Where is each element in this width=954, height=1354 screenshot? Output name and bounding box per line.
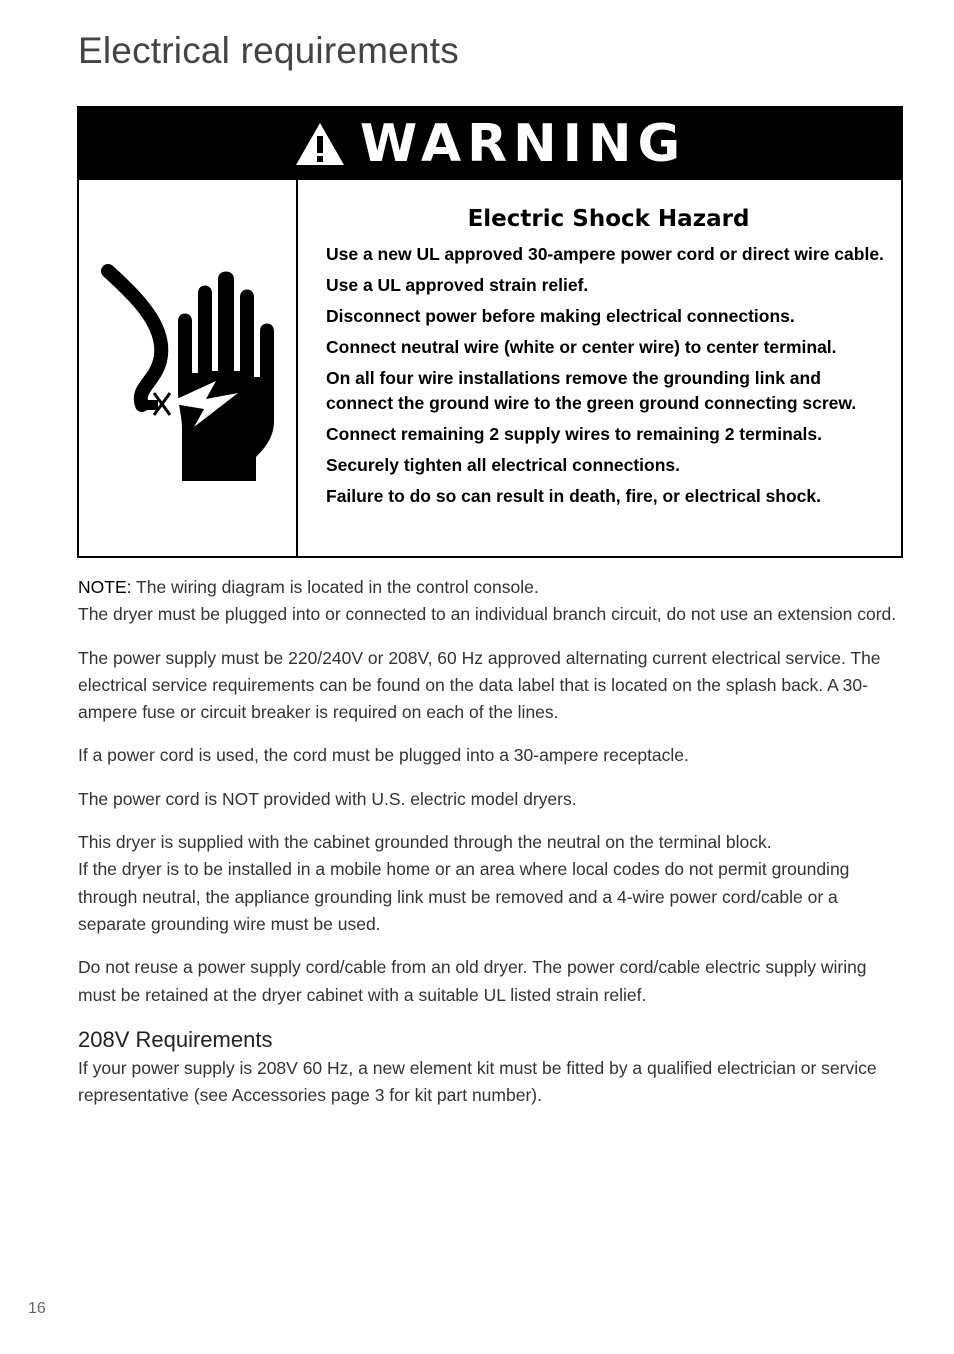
warning-signal-word: WARNING	[359, 114, 687, 174]
hazard-item: Disconnect power before making electrical connections.	[326, 306, 795, 326]
note-line-2: The dryer must be plugged into or connected to an individual branch circuit, do not use an extension cord.	[78, 604, 897, 625]
hazard-item: Connect remaining 2 supply wires to remaining 2 terminals.	[326, 424, 822, 444]
warning-box	[77, 106, 903, 558]
paragraph-208v: If your power supply is 208V 60 Hz, a new element kit must be fitted by a qualified electrician or service representative (see Accessories page 3 for kit part number).	[78, 1057, 877, 1106]
electric-shock-hand-icon	[98, 253, 278, 483]
hazard-item: Connect neutral wire (white or center wire) to center terminal.	[326, 337, 837, 357]
warning-triangle-icon	[294, 121, 346, 167]
section-heading-208v: 208V Requirements	[78, 1026, 273, 1052]
hazard-item: Securely tighten all electrical connections.	[326, 455, 681, 475]
hazard-title: Electric Shock Hazard	[467, 206, 750, 232]
warning-body	[79, 180, 901, 556]
paragraph-power-supply: The power supply must be 220/240V or 208V, 60 Hz approved alternating current electrical service. The electrical service requirements can be found on the data label that is located on the splash back. A 30-ampere fuse or circuit breaker is required on each of the lines.	[78, 647, 881, 723]
grounding-line-2: If the dryer is to be installed in a mobile home or an area where local codes do not permit grounding through neutral, the appliance grounding link must be removed and a 4-wire power cord/cable or a separate grounding wire must be used.	[78, 859, 850, 934]
paragraph-grounding	[78, 829, 898, 938]
body-content	[78, 574, 898, 1125]
note-paragraph	[78, 574, 898, 629]
paragraph-reuse: Do not reuse a power supply cord/cable from an old dryer. The power cord/cable electric supply wiring must be retained at the dryer cabinet with a suitable UL listed strain relief.	[78, 957, 867, 1005]
paragraph-power-cord: If a power cord is used, the cord must be plugged into a 30-ampere receptacle.	[78, 745, 689, 766]
hazard-item: On all four wire installations remove the grounding link and connect the ground wire to the green ground connecting screw.	[326, 368, 857, 413]
hazard-item: Use a new UL approved 30-ampere power cord or direct wire cable.	[326, 244, 884, 264]
hazard-item: Failure to do so can result in death, fire, or electrical shock.	[326, 486, 821, 506]
warning-header	[79, 108, 901, 180]
hazard-item: Use a UL approved strain relief.	[326, 275, 589, 295]
hazard-list	[326, 242, 891, 509]
page-number: 16	[28, 1300, 46, 1317]
grounding-line-1: This dryer is supplied with the cabinet grounded through the neutral on the terminal block.	[78, 832, 772, 853]
page-title: Electrical requirements	[78, 30, 459, 71]
paragraph-not-provided: The power cord is NOT provided with U.S. electric model dryers.	[78, 788, 577, 809]
note-text: The wiring diagram is located in the control console.	[131, 577, 539, 597]
pictogram-cell	[79, 180, 298, 556]
note-label: NOTE:	[78, 577, 132, 597]
hazard-text-cell	[298, 180, 901, 556]
